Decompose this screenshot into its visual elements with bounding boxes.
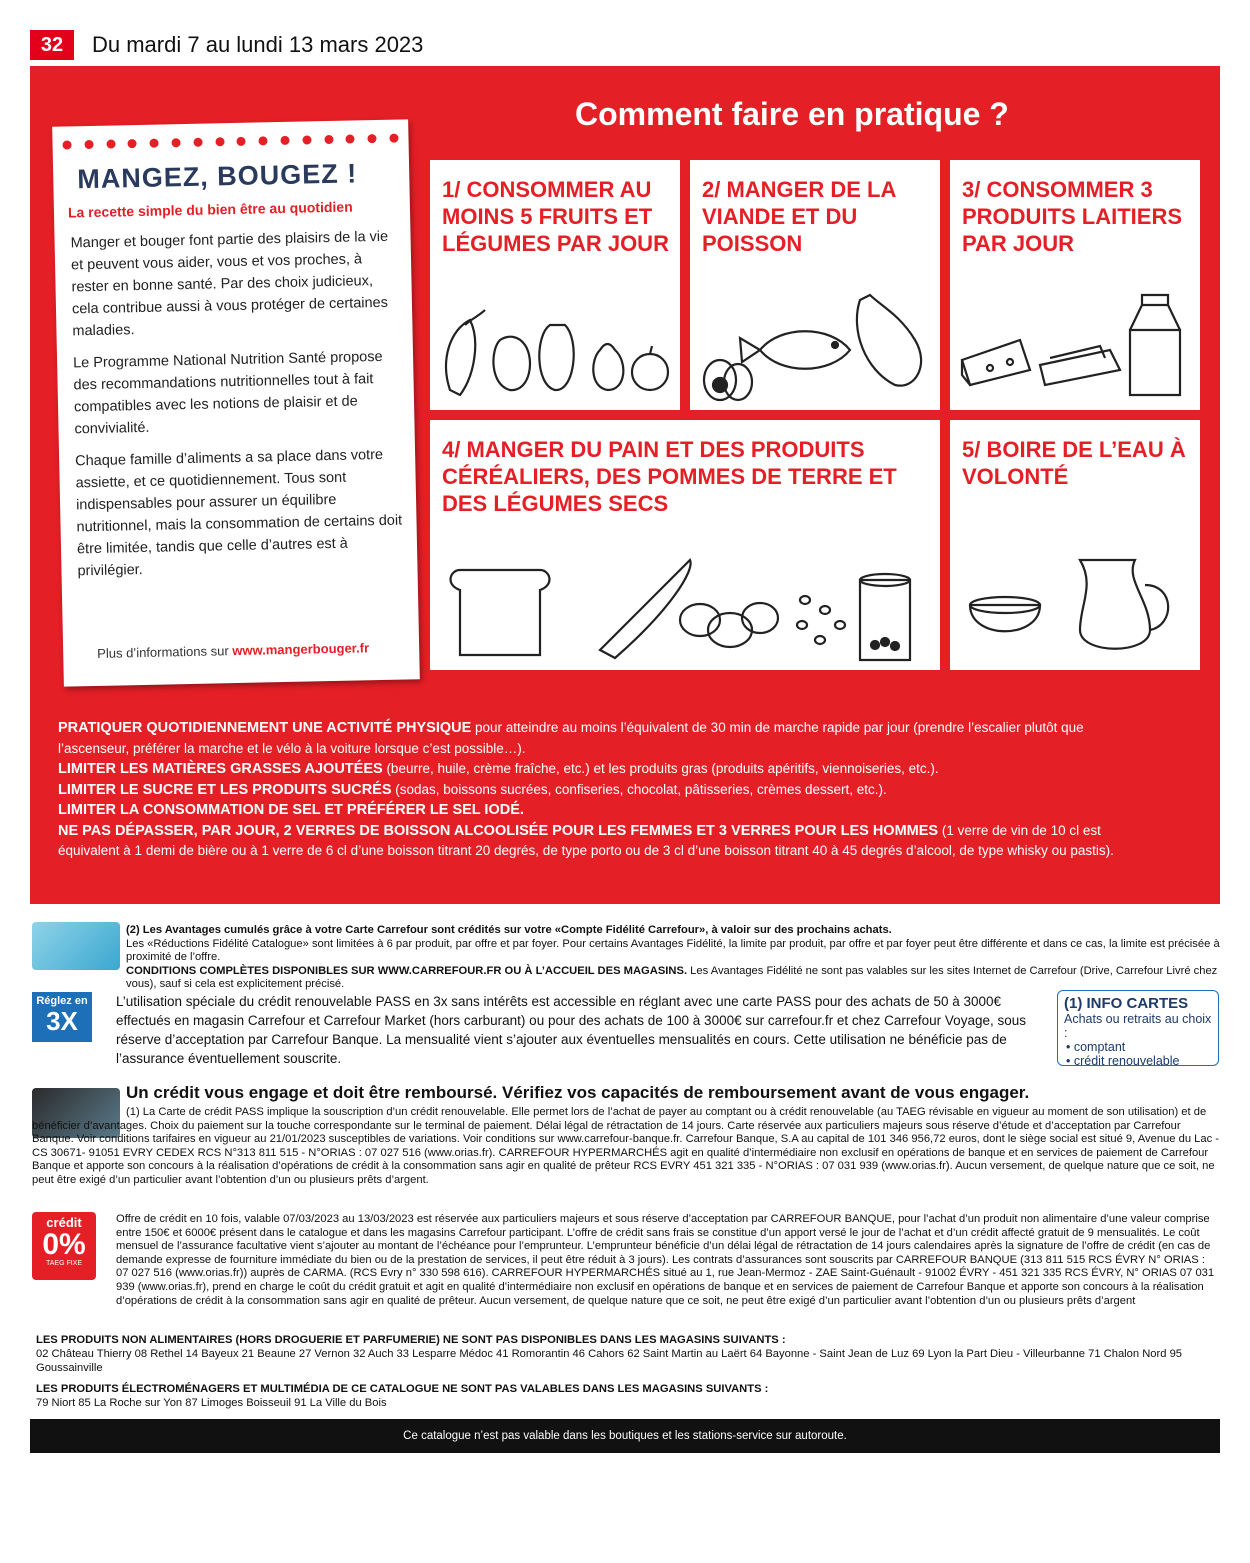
card-title: 3/ CONSOMMER 3 PRODUITS LAITIERS PAR JOUR [962, 177, 1183, 256]
section-heading: Comment faire en pratique ? [575, 96, 1009, 132]
rule-line: PRATIQUER QUOTIDIENNEMENT UNE ACTIVITÉ PHYSIQUE pour atteindre au moins l’équivalent de 30 min de marche rapide par jour (prendre l’escalier plutôt que l’ascenseur, préférer la marche et le vélo à la voiture lorsque c’est possible…). [58, 720, 1084, 756]
card-title: 1/ CONSOMMER AU MOINS 5 FRUITS ET LÉGUMES PAR JOUR [442, 177, 669, 256]
health-rules [58, 718, 1158, 862]
card-produits-laitiers [950, 160, 1200, 410]
bread-grains-icon [430, 530, 940, 670]
rule-line: LIMITER LA CONSOMMATION DE SEL ET PRÉFÉRER LE SEL IODÉ. [58, 802, 524, 818]
card-title: 5/ BOIRE DE L’EAU À VOLONTÉ [962, 437, 1186, 489]
note-title: MANGEZ, BOUGEZ ! [76, 158, 358, 195]
credit-0-badge: crédit 0% TAEG FIXE [32, 1212, 96, 1280]
footer-text: Ce catalogue n’est pas valable dans les boutiques et les stations-service sur autoroute. [403, 1430, 847, 1442]
reglez-3x-badge: Réglez en 3X [32, 992, 92, 1042]
page-header [30, 28, 423, 62]
rule-line: NE PAS DÉPASSER, PAR JOUR, 2 VERRES DE BOISSON ALCOOLISÉE POUR LES FEMMES ET 3 VERRES POUR LES HOMMES (1 verre de vin de 10 cl est équivalent à 1 demi de bière ou à 1 verre de 6 cl d’une boisson titrant 20 degrés, de type porto ou de 3 cl d’une boisson titrant 40 à 45 degrés d’alcool, de type whisky ou pastis). [58, 822, 1114, 858]
credit-0-legal: Offre de crédit en 10 fois, valable 07/03/2023 au 13/03/2023 est réservée aux particuliers majeurs et sous réserve d’acceptation par CARREFOUR BANQUE, pour l’achat d’un produit non alimentaire d’une valeur comprise entre 150€ et 6000€ présent dans le catalogue et dans les magasins Carrefour participant. L’offre de crédit sans frais se constitue d’un apport versé le jour de l’achat et d’un crédit affecté gratuit de 9 mensualités. Le coût mensuel de l’assurance facultative vient s’ajouter au montant de l’échéance pour l’emprunteur. L’emprunteur bénéficie d’un délai légal de rétractation de 14 jours calendaires après la signature de l’offre de crédit (en cas de demande expresse de fourniture immédiate du bien ou de la prestation de services, il peut être réduit à 3 jours). Les contrats d’assurances sont souscrits par CARREFOUR BANQUE (313 811 515 RCS ÉVRY N° ORIAS : 07 027 516 (www.orias.fr)) auprès de CARMA. (RCS Evry n° 330 598 616). CARREFOUR HYPERMARCHÉS situé au 1, rue Jean-Mermoz - ZAE Saint-Guénault - 91002 ÉVRY - 451 321 335 RCS ÉVRY, N° ORIAS 07 031 939 (www.orias.fr), prend en charge le coût du crédit gratuit et agit en qualité d’intermédiaire non exclusif en opérations de banque et en services de paiement de Carrefour Banque et apporte son concours à la réalisation d’opérations de crédit à la consommation sans agir en qualité de prêteur. Aucun versement, de quelque nature que ce soit, ne peut être exigé d’un particulier avant l’obtention d’un ou plusieurs prêts d’argent [116, 1213, 1215, 1307]
mangez-bougez-note [52, 119, 420, 686]
card-fruits-legumes [430, 160, 680, 410]
meat-fish-icon [690, 270, 940, 410]
card-pain-cereales [430, 420, 940, 670]
fruits-vegetables-icon [430, 280, 680, 410]
card-viande-poisson [690, 160, 940, 410]
carrefour-card-image [32, 922, 120, 970]
rule-line: LIMITER LES MATIÈRES GRASSES AJOUTÉES (beurre, huile, crème fraîche, etc.) et les produits gras (produits apéritifs, viennoiseries, etc.). [58, 761, 939, 777]
note-paragraph: Le Programme National Nutrition Santé propose des recommandations nutritionnelles tout à fait compatibles avec les notions de plaisir et de convivialité. [72, 348, 383, 438]
note-holes [62, 134, 398, 150]
note-paragraph: Chaque famille d’aliments a sa place dans votre assiette, et ce quotidiennement. Tous sont indispensables pour assurer un équilibre nutritionnel, mais la consommation de certains doit être limitée, tandis que celle d’autres est à privilégier. [75, 446, 403, 580]
pass-3x-text: L’utilisation spéciale du crédit renouvelable PASS en 3x sans intérêts est accessible en réglant avec une carte PASS pour des achats de 50 à 3000€ effectués en magasin Carrefour et Carrefour Market (hors carburant) ou pour des achats de 100 à 3000€ sur carrefour.fr et chez Carrefour Voyage, sous réserve d’acceptation par Carrefour Banque. La mensualité vient s’ajouter aux éventuelles mensualités en cours. Cette utilisation ne bénéficie pas de l’assurance éventuellement souscrite. [116, 994, 1026, 1066]
dairy-products-icon [950, 270, 1200, 410]
card-title: 2/ MANGER DE LA VIANDE ET DU POISSON [702, 177, 896, 256]
note-paragraph: Manger et bouger font partie des plaisirs de la vie et peuvent vous aider, vous et vos proches, à rester en bonne santé. Par des choix judicieux, cela contribue aussi à vous protéger de certaines maladies. [70, 228, 389, 340]
note-subtitle: La recette simple du bien être au quotidien [67, 198, 353, 221]
fidelite-legal: (2) Les Avantages cumulés grâce à votre Carte Carrefour sont crédités sur votre «Compte Fidélité Carrefour», à valoir sur des prochains achats. Les «Réductions Fidélité Catalogue» sont limitées à 6 par produit, par offre et par foyer. Pour certains Avantages Fidélité, la limite par produit, par offre et par foyer peut être différente et dans ce cas, la limite est précisée à proximité de l’offre. CONDITIONS COMPLÈTES DISPONIBLES SUR WWW.CARREFOUR.FR OU À L’ACCUEIL DES MAGASINS. Les Avantages Fidélité ne sont pas valables sur les sites Internet de Carrefour (Drive, Carrefour Livré chez vous), sauf si cela est explicitement précisé. [126, 924, 1220, 991]
mangerbouger-link[interactable]: www.mangerbouger.fr [232, 640, 370, 659]
note-body [70, 226, 407, 593]
note-more-info: Plus d’informations sur www.mangerbouger.fr [97, 640, 370, 661]
card-title: 4/ MANGER DU PAIN ET DES PRODUITS CÉRÉALIERS, DES POMMES DE TERRE ET DES LÉGUMES SECS [442, 437, 897, 516]
stores-nonfood: LES PRODUITS NON ALIMENTAIRES (HORS DROGUERIE ET PARFUMERIE) NE SONT PAS DISPONIBLES DANS LES MAGASINS SUIVANTS : 02 Château Thierry 08 Rethel 14 Bayeux 21 Beaune 27 Vernon 32 Auch 33 Lesparre Médoc 41 Romorantin 46 Cahors 62 Saint Martin au Laërt 64 Bayonne - Saint Jean de Luz 69 Lyon la Part Dieu - Villeurbanne 71 Chalon Nord 95 Goussainville [36, 1334, 1183, 1374]
card-eau [950, 420, 1200, 670]
date-range: Du mardi 7 au lundi 13 mars 2023 [92, 32, 424, 57]
stores-electro: LES PRODUITS ÉLECTROMÉNAGERS ET MULTIMÉDIA DE CE CATALOGUE NE SONT PAS VALABLES DANS LES MAGASINS SUIVANTS : 79 Niort 85 La Roche sur Yon 87 Limoges Boisseuil 91 La Ville du Bois [36, 1383, 769, 1409]
water-jug-icon [950, 530, 1200, 670]
info-cartes-box: (1) INFO CARTES Achats ou retraits au choix : • comptant • crédit renouvelable [1057, 990, 1219, 1066]
credit-headline: Un crédit vous engage et doit être remboursé. Vérifiez vos capacités de remboursement avant de vous engager. [126, 1083, 1030, 1102]
credit-legal: (1) La Carte de crédit PASS implique la souscription d’un crédit renouvelable. Elle permet lors de l’achat de payer au comptant ou à crédit renouvelable (au TAEG révisable en vigueur au moment de son utilisation) et de bénéficier d’avantages. Choix du paiement sur la touche correspondante sur le terminal de paiement. Délai légal de rétractation de 14 jours. Carte réservée aux particuliers majeurs sous réserve d’étude et d’acceptation par Carrefour Banque. Voir conditions tarifaires en vigueur au 21/01/2023 susceptibles de variations. Voir conditions sur www.carrefour-banque.fr. Carrefour Banque, S.A au capital de 101 346 956,72 euros, dont le siège social est situé 9, Avenue du Lac - CS 30671- 91051 EVRY CEDEX RCS N°313 811 515 - N°ORIAS : 07 027 516 (www.orias.fr). CARREFOUR HYPERMARCHÉS agit en qualité d’intermédiaire non exclusif en opérations de banque et en services de paiement de Carrefour Banque et apporte son concours à la réalisation d’opérations de crédit à la consommation sans agir en qualité de prêteur RCS EVRY 451 321 335 - N°ORIAS : 07 031 939 (www.orias.fr). Aucun versement, de quelque nature que ce soit, ne peut être exigé d’un particulier avant l’obtention d’un ou plusieurs prêts d’argent. [32, 1106, 1220, 1186]
footer-bar [30, 1419, 1220, 1453]
page-number: 32 [30, 30, 74, 60]
rule-line: LIMITER LE SUCRE ET LES PRODUITS SUCRÉS (sodas, boissons sucrées, confiseries, chocolat, pâtisseries, crèmes dessert, etc.). [58, 781, 887, 798]
